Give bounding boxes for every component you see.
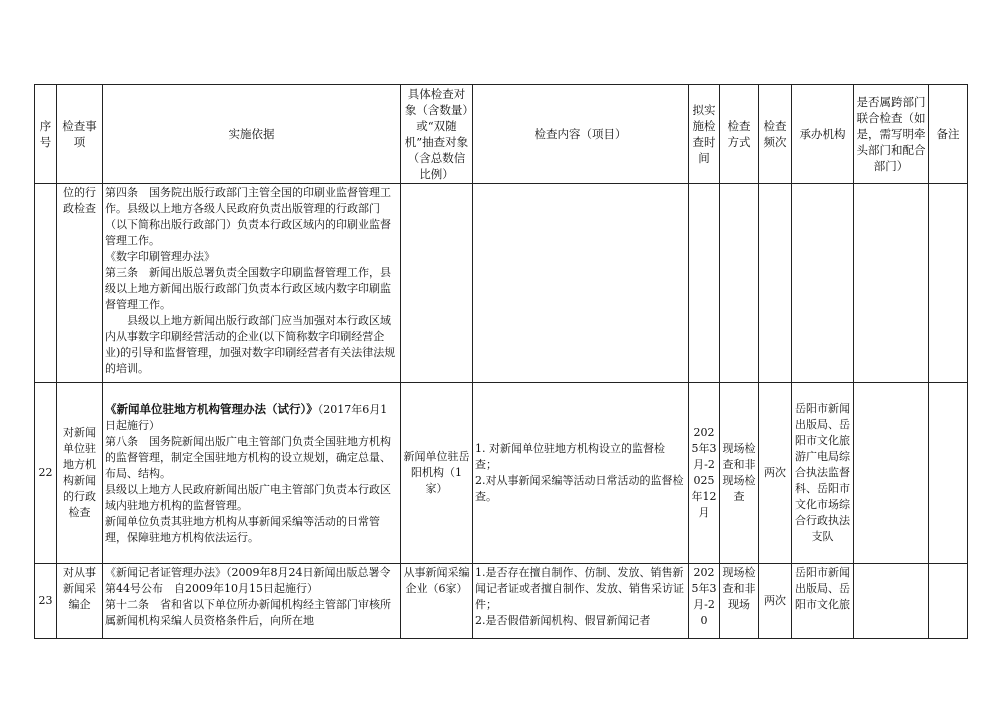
basis-para: 县级以上地方人民政府新闻出版广电主管部门负责本行政区域内驻地方机构的监督管理。 (105, 482, 391, 512)
basis-para: 第三条 新闻出版总署负责全国数字印刷监督管理工作，县级以上地方新闻出版行政部门负责本行政区域内数字印刷监督管理工作。 (105, 266, 391, 311)
header-basis: 实施依据 (103, 85, 401, 184)
row-object (401, 184, 473, 383)
header-freq: 检查频次 (759, 85, 792, 184)
header-object: 具体检查对象（含数量）或“双随机”抽查对象（含总数信比例） (401, 85, 473, 184)
row-basis (103, 184, 401, 383)
row-joint (854, 383, 929, 564)
header-joint: 是否属跨部门联合检查（如是，需写明牵头部门和配合部门） (854, 85, 929, 184)
basis-title-tail: （2017年6月1日起施行） (105, 402, 388, 432)
table-row (35, 383, 968, 564)
content-item: 2.对从事新闻采编等活动日常活动的监督检查。 (475, 474, 684, 503)
content-item: 1.是否存在擅自制作、仿制、发放、销售新闻记者证或者擅自制作、发放、销售采访证件； (475, 566, 684, 611)
header-row (35, 85, 968, 184)
table-row (35, 184, 968, 383)
basis-para: 县级以上地方新闻出版行政部门应当加强对本行政区域内从事数字印刷经营活动的企业(以下简称数字印刷经营企业)的引导和监督管理，加强对数字印刷经营者有关法律法规的培训。 (105, 314, 396, 375)
header-method: 检查方式 (720, 85, 759, 184)
row-joint (854, 564, 929, 639)
row-method (720, 184, 759, 383)
row-item: 对从事新闻采编企 (57, 564, 103, 639)
row-note (929, 383, 968, 564)
table-row (35, 564, 968, 639)
row-content (473, 184, 689, 383)
row-object: 新闻单位驻岳阳机构（1家） (401, 383, 473, 564)
header-time: 拟实施检查时间 (689, 85, 720, 184)
row-note (929, 564, 968, 639)
basis-title: 《新闻单位驻地方机构管理办法（试行）》 (105, 401, 318, 416)
basis-para: 《新闻记者证管理办法》（2009年8月24日新闻出版总署令第44号公布 自2009年10月15日起施行） (105, 566, 391, 595)
basis-para: 《数字印刷管理办法》 (105, 250, 215, 263)
row-basis (103, 383, 401, 564)
row-org: 岳阳市新闻出版局、岳阳市文化旅 (792, 564, 854, 639)
basis-para: 新闻单位负责其驻地方机构从事新闻采编等活动的日常管理，保障驻地方机构依法运行。 (105, 514, 380, 544)
header-content: 检查内容（项目） (473, 85, 689, 184)
basis-para: 第四条 国务院出版行政部门主管全国的印刷业监督管理工作。县级以上地方各级人民政府负责出版管理的行政部门（以下简称出版行政部门）负责本行政区域内的印刷业监督管理工作。 (105, 186, 391, 247)
row-seq (35, 184, 57, 383)
row-freq: 两次 (759, 383, 792, 564)
row-item: 位的行政检查 (57, 184, 103, 383)
content-item: 2.是否假借新闻机构、假冒新闻记者 (475, 614, 651, 627)
row-item: 对新闻单位驻地方机构新闻的行政检查 (57, 383, 103, 564)
row-seq: 23 (35, 564, 57, 639)
row-basis (103, 564, 401, 639)
header-note: 备注 (929, 85, 968, 184)
row-object: 从事新闻采编企业（6家） (401, 564, 473, 639)
row-method: 现场检查和非现场 (720, 564, 759, 639)
row-time (689, 184, 720, 383)
basis-para: 第八条 国务院新闻出版广电主管部门负责全国驻地方机构的监督管理，制定全国驻地方机构的设立规划，确定总量、布局、结构。 (105, 434, 391, 480)
row-freq: 两次 (759, 564, 792, 639)
row-content (473, 383, 689, 564)
row-joint (854, 184, 929, 383)
row-time: 2025年3月-20 (689, 564, 720, 639)
row-org: 岳阳市新闻出版局、岳阳市文化旅游广电局综合执法监督科、岳阳市文化市场综合行政执法支队 (792, 383, 854, 564)
basis-para: 第十二条 省和省以下单位所办新闻机构经主管部门审核所属新闻机构采编人员资格条件后，向所在地 (105, 598, 391, 627)
row-org (792, 184, 854, 383)
row-freq (759, 184, 792, 383)
header-seq: 序号 (35, 85, 57, 184)
header-org: 承办机构 (792, 85, 854, 184)
inspection-plan-table (34, 84, 968, 639)
row-method: 现场检查和非现场检查 (720, 383, 759, 564)
header-item: 检查事项 (57, 85, 103, 184)
row-seq: 22 (35, 383, 57, 564)
row-content (473, 564, 689, 639)
row-note (929, 184, 968, 383)
content-item: 1. 对新闻单位驻地方机构设立的监督检查； (475, 442, 665, 471)
basis-heading (105, 401, 398, 434)
row-time: 2025年3月-2025年12月 (689, 383, 720, 564)
